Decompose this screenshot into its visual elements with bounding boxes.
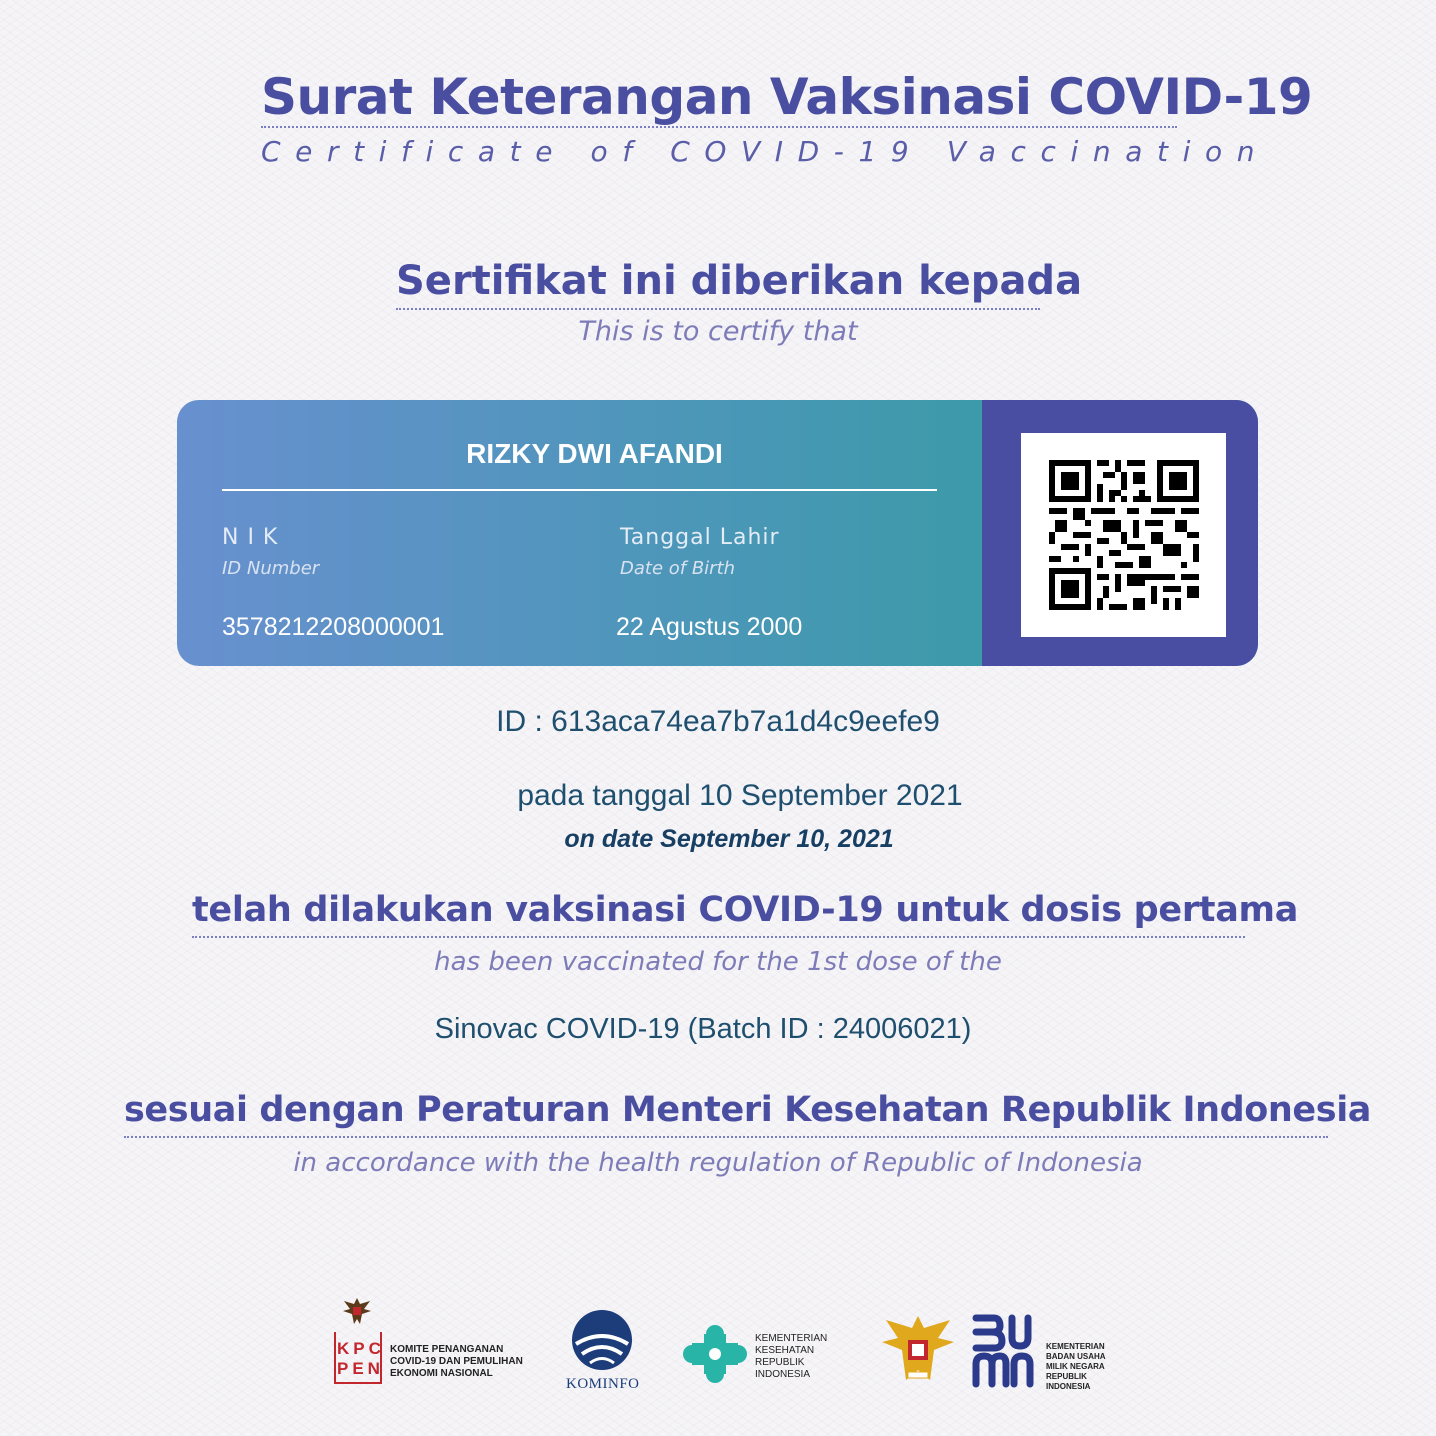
- vaccination-statement: [192, 884, 1299, 938]
- vaccination-date: pada tanggal 10 September 2021: [517, 779, 963, 812]
- regulation-statement: [124, 1084, 1372, 1138]
- kpc-letters: KPC: [337, 1339, 385, 1358]
- bumn-logo: [970, 1290, 1110, 1400]
- holder-name: RIZKY DWI AFANDI: [466, 438, 723, 469]
- pen-letters: PEN: [337, 1359, 384, 1378]
- qr-code-icon: [1049, 460, 1199, 610]
- logo-footer: [330, 1290, 1110, 1400]
- kominfo-globe-icon: [570, 1308, 634, 1372]
- kpcpen-logo: [330, 1290, 530, 1400]
- bumn-text-2: BADAN USAHA: [1046, 1352, 1106, 1361]
- vaccination-statement-en: has been vaccinated for the 1st dose of the: [434, 947, 1002, 977]
- dob-label: Tanggal Lahir: [620, 525, 780, 550]
- kemenkes-text-1: KEMENTERIAN: [755, 1333, 828, 1344]
- bumn-mark-icon: [970, 1312, 1036, 1390]
- bumn-text-5: INDONESIA: [1046, 1382, 1091, 1391]
- dob-value: 22 Agustus 2000: [616, 613, 803, 641]
- kemenkes-cross-icon: [682, 1324, 748, 1384]
- nik-label-en: ID Number: [222, 558, 320, 579]
- certificate-title: Surat Keterangan Vaksinasi COVID-19: [261, 68, 1313, 126]
- kominfo-logo: [560, 1290, 650, 1400]
- certificate-id: ID : 613aca74ea7b7a1d4c9eefe9: [496, 705, 940, 738]
- kemenkes-text-3: REPUBLIK: [755, 1357, 805, 1368]
- garuda-small-icon: [340, 1294, 374, 1328]
- qr-code-box[interactable]: [1021, 433, 1226, 637]
- kemenkes-text-2: KESEHATAN: [755, 1345, 815, 1356]
- qr-panel: [982, 400, 1258, 666]
- certificate-header: [261, 68, 1313, 172]
- kpcpen-text-2: COVID-19 DAN PEMULIHAN: [390, 1356, 523, 1367]
- garuda-pancasila-icon: [878, 1310, 958, 1390]
- nik-value: 3578212208000001: [222, 613, 445, 641]
- bumn-text-3: MILIK NEGARA: [1046, 1362, 1105, 1371]
- kemenkes-text-4: INDONESIA: [755, 1369, 811, 1380]
- recipient-intro-text-en: This is to certify that: [578, 316, 858, 347]
- name-divider: [222, 489, 937, 491]
- kominfo-text: KOMINFO: [566, 1376, 640, 1392]
- certificate-subtitle: Certificate of COVID-19 Vaccination: [261, 135, 1270, 168]
- nik-label: N I K: [222, 525, 279, 550]
- recipient-intro-text: Sertifikat ini diberikan kepada: [396, 254, 1040, 310]
- regulation-statement-en: in accordance with the health regulation of Republic of Indonesia: [293, 1148, 1143, 1178]
- bumn-text-1: KEMENTERIAN: [1046, 1342, 1105, 1351]
- vaccine-batch: Sinovac COVID-19 (Batch ID : 24006021): [434, 1013, 972, 1045]
- vaccination-date-en: on date September 10, 2021: [564, 825, 894, 853]
- dob-label-en: Date of Birth: [620, 558, 736, 579]
- recipient-intro: [396, 254, 1083, 310]
- kemenkes-logo: [682, 1290, 842, 1400]
- bumn-text-4: REPUBLIK: [1046, 1372, 1087, 1381]
- kpcpen-text-1: KOMITE PENANGANAN: [390, 1344, 504, 1355]
- regulation-statement-text: sesuai dengan Peraturan Menteri Kesehatan Republik Indonesia: [124, 1084, 1328, 1138]
- kpcpen-text-3: EKONOMI NASIONAL: [390, 1368, 493, 1379]
- identity-card: [177, 400, 1258, 666]
- vaccination-statement-text: telah dilakukan vaksinasi COVID-19 untuk dosis pertama: [192, 884, 1245, 938]
